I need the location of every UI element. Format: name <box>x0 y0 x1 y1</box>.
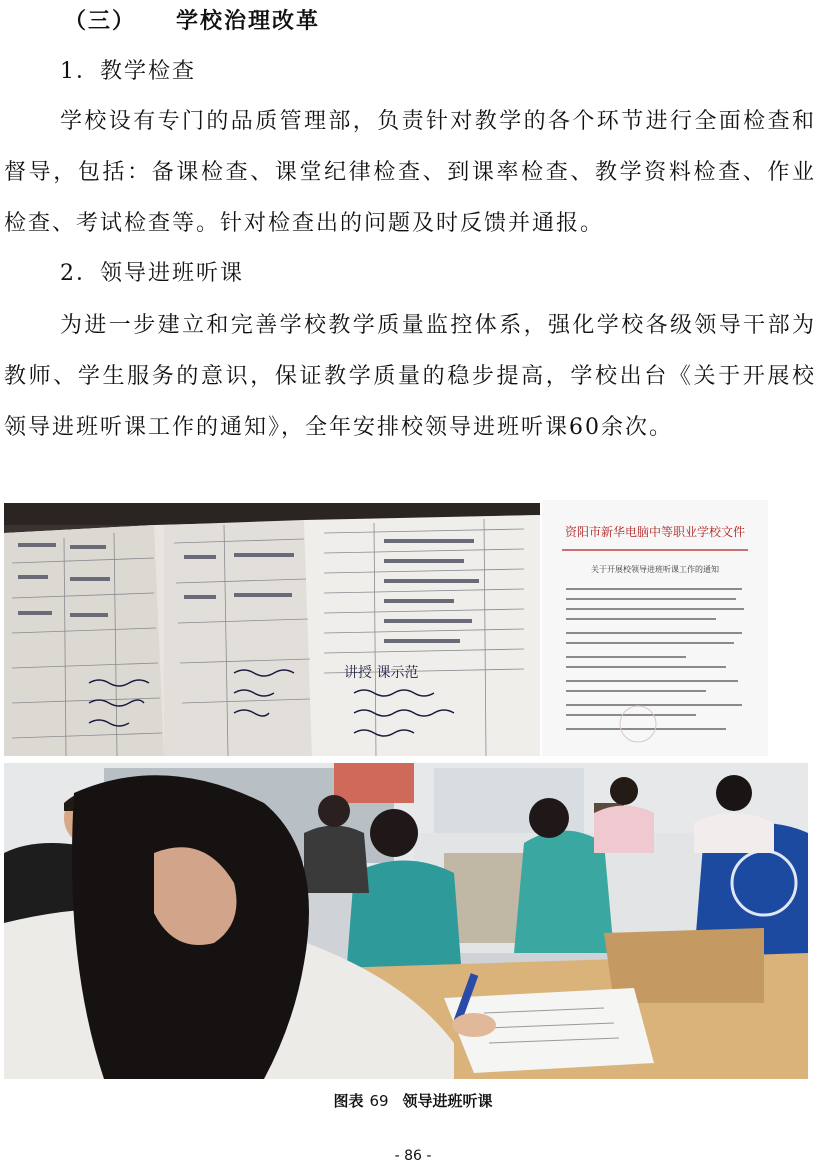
page-number: - 86 - <box>394 1148 432 1164</box>
document-title: 关于开展校领导进班听课工作的通知 <box>591 565 719 574</box>
classroom-photo <box>4 763 808 1079</box>
inspection-sheet-photo <box>4 503 540 756</box>
item-paragraph-inspection: 学校设有专门的品质管理部，负责针对教学的各个环节进行全面检查和督导，包括：备课检查、课堂纪律检查、到课率检查、教学资料检查、作业检查、考试检查等。针对检查出的问题及时反馈并通报。 <box>4 109 816 236</box>
caption-text: 领导进班听课 <box>402 1092 493 1110</box>
caption-label: 图表 <box>333 1092 364 1110</box>
section-heading <box>64 4 320 35</box>
section-number: （三） <box>64 9 137 34</box>
caption-number: 69 <box>369 1092 389 1110</box>
item-heading-inspection: 1．教学检查 <box>60 59 196 84</box>
document-header: 资阳市新华电脑中等职业学校文件 <box>564 525 746 539</box>
notice-document-photo <box>542 500 768 756</box>
section-title: 学校治理改革 <box>176 9 321 34</box>
handwritten-note: 讲授 课示范 <box>344 665 419 681</box>
item-heading-class-visit: 2．领导进班听课 <box>60 261 244 286</box>
figure-caption <box>0 1090 826 1111</box>
item-paragraph-class-visit: 为进一步建立和完善学校教学质量监控体系，强化学校各级领导干部为教师、学生服务的意识，保证教学质量的稳步提高，学校出台《关于开展校领导进班听课工作的通知》，全年安排校领导进班听课60余次。 <box>4 313 816 440</box>
